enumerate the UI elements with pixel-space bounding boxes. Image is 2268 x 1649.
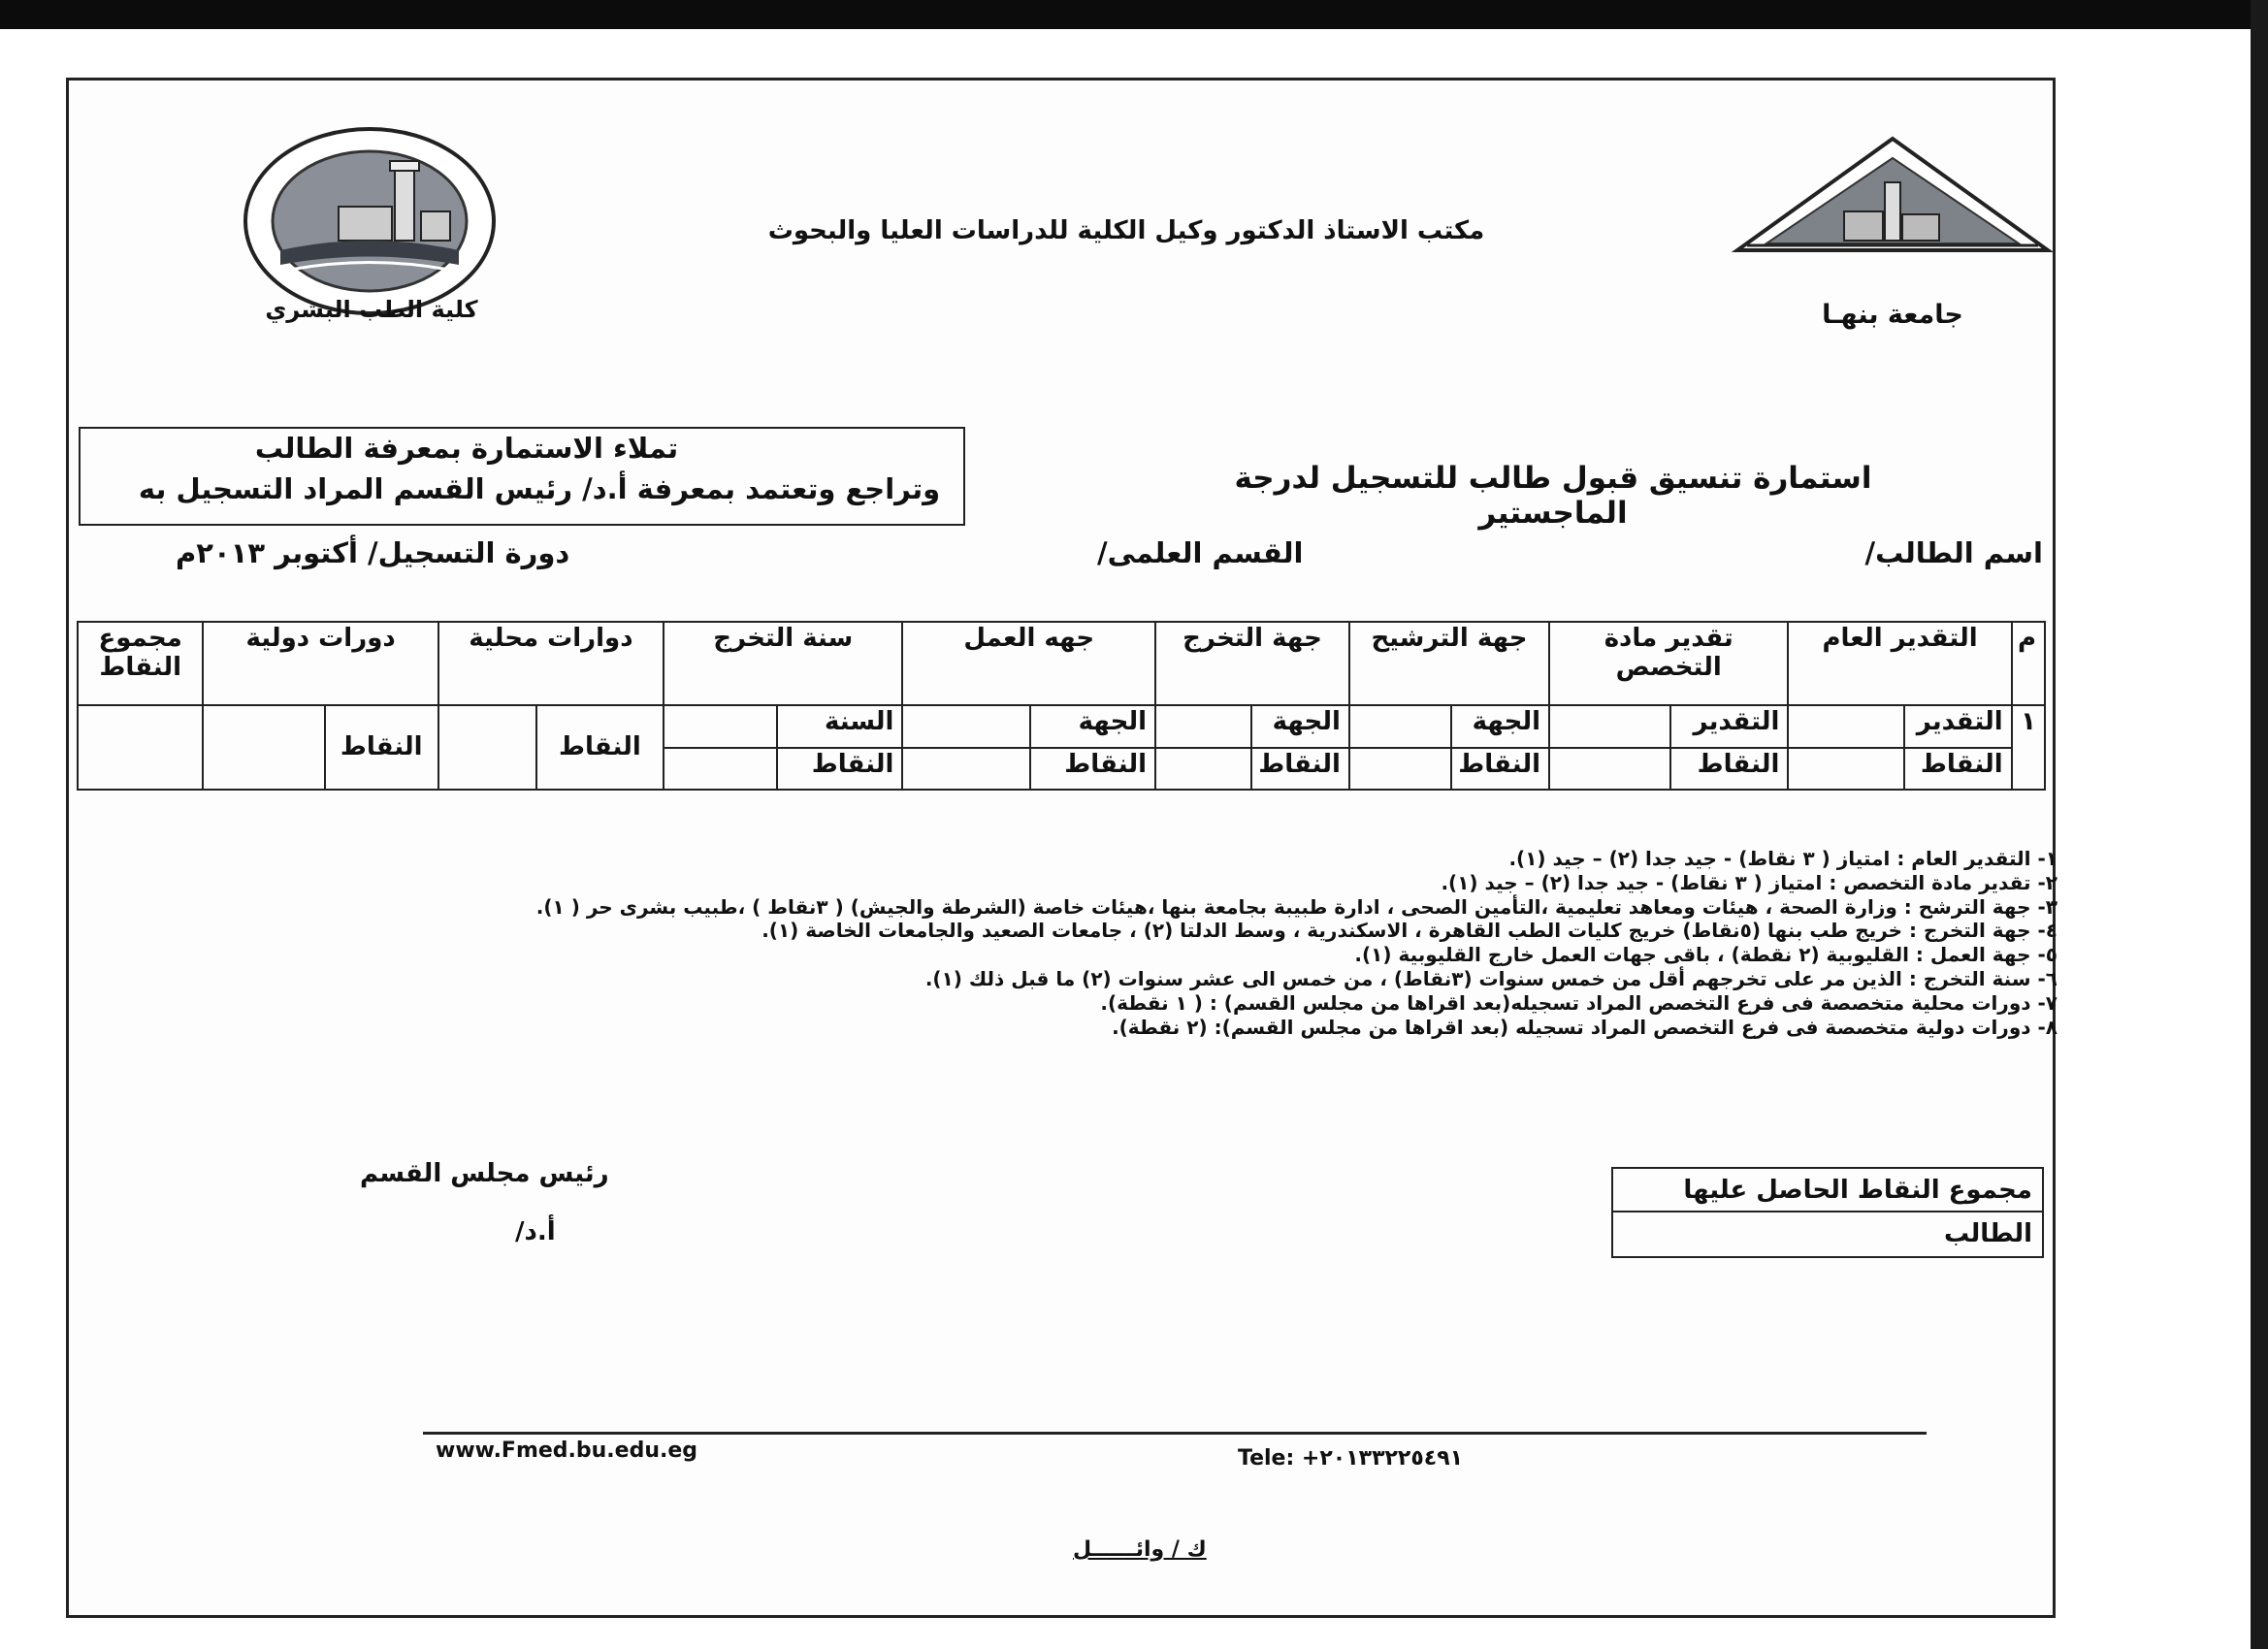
work-body-label: الجهة bbox=[1030, 705, 1155, 748]
header-local-courses: دوارات محلية bbox=[438, 622, 664, 705]
department-label: القسم العلمى/ bbox=[1097, 536, 1304, 569]
major-grade-label: التقدير bbox=[1670, 705, 1788, 748]
typist-signature: ك / وائــــــل bbox=[1073, 1537, 1207, 1562]
row-num: ١ bbox=[2012, 705, 2045, 790]
university-name: جامعة بنهـا bbox=[1822, 300, 1963, 330]
total-points-value[interactable] bbox=[78, 705, 203, 790]
work-points-value[interactable] bbox=[902, 748, 1029, 791]
local-courses-points-label: النقاط bbox=[536, 705, 664, 790]
note-item: ١- التقدير العام : امتياز ( ٣ نقاط) - جيد جدا (٢) – جيد (١). bbox=[1508, 847, 2057, 870]
footer-website: www.Fmed.bu.edu.eg bbox=[436, 1439, 698, 1463]
work-body-value[interactable] bbox=[902, 705, 1029, 748]
note-item: ٥- جهة العمل : القليوبية (٢ نقطة) ، باقى جهات العمل خارج القليوبية (١). bbox=[1354, 943, 2057, 967]
faculty-logo bbox=[242, 124, 499, 318]
scan-border-right bbox=[2251, 0, 2268, 1649]
nomination-points-label: النقاط bbox=[1451, 748, 1549, 791]
dept-head-title: رئيس مجلس القسم bbox=[360, 1159, 609, 1188]
nomination-body-label: الجهة bbox=[1451, 705, 1549, 748]
general-grade-points-value[interactable] bbox=[1788, 748, 1903, 791]
notice-line-1: تملاء الاستمارة بمعرفة الطالب bbox=[254, 432, 679, 465]
intl-courses-points-label: النقاط bbox=[325, 705, 438, 790]
nomination-body-value[interactable] bbox=[1349, 705, 1451, 748]
major-grade-value[interactable] bbox=[1549, 705, 1670, 748]
header-general-grade: التقدير العام bbox=[1788, 622, 2011, 705]
note-item: ٣- جهة الترشح : وزارة الصحة ، هيئات ومعاهد تعليمية ،التأمين الصحى ، ادارة طبيبة بجامعة بنها ،هيئات خاصة (الشرطة والجيش) ( ٣نقاط ) ،طبيب بشرى حر ( ١). bbox=[535, 894, 2057, 919]
note-item: ٤- جهة التخرج : خريج طب بنها (٥نقاط) خريج كليات الطب القاهرة ، الاسكندرية ، وسط الدلتا (٢) ، جامعات الصعيد والجامعات الخاصة (١). bbox=[761, 919, 2057, 943]
note-item: ٢- تقدير مادة التخصص : امتياز ( ٣ نقاط) - جيد جدا (٢) – جيد (١). bbox=[1441, 870, 2057, 894]
local-courses-points-value[interactable] bbox=[438, 705, 536, 790]
major-grade-points-label: النقاط bbox=[1670, 748, 1788, 791]
student-name-label: اسم الطالب/ bbox=[1864, 536, 2043, 569]
graduation-body-value[interactable] bbox=[1155, 705, 1251, 748]
grad-year-points-value[interactable] bbox=[664, 748, 777, 791]
dept-head-name: أ.د/ bbox=[515, 1217, 556, 1246]
header-intl-courses: دورات دولية bbox=[203, 622, 437, 705]
graduation-points-value[interactable] bbox=[1155, 748, 1251, 791]
nomination-points-value[interactable] bbox=[1349, 748, 1451, 791]
major-grade-points-value[interactable] bbox=[1549, 748, 1670, 791]
scoring-notes bbox=[535, 847, 2057, 1039]
points-table bbox=[77, 621, 2046, 791]
notice-line-2: وتراجع وتعتمد بمعرفة أ.د/ رئيس القسم المراد التسجيل به bbox=[138, 472, 941, 505]
footer-telephone: Tele: +٢٠١٣٣٢٢٥٤٩١ bbox=[1238, 1446, 1464, 1471]
session-label: دورة التسجيل/ أكتوبر ٢٠١٣م bbox=[176, 536, 570, 569]
header-total: مجموع النقاط bbox=[78, 622, 203, 705]
grad-year-value[interactable] bbox=[664, 705, 777, 748]
graduation-body-label: الجهة bbox=[1251, 705, 1349, 748]
graduation-points-label: النقاط bbox=[1251, 748, 1349, 791]
grad-year-label: السنة bbox=[777, 705, 902, 748]
general-grade-label: التقدير bbox=[1904, 705, 2012, 748]
form-title: استمارة تنسيق قبول طالب للتسجيل لدرجة الماجستير bbox=[1234, 461, 1872, 531]
header-num: م bbox=[2012, 622, 2045, 705]
total-points-label: مجموع النقاط الحاصل عليها الطالب bbox=[1613, 1169, 2042, 1212]
header-work: جهه العمل bbox=[902, 622, 1155, 705]
work-points-label: النقاط bbox=[1030, 748, 1155, 791]
header-grad-year: سنة التخرج bbox=[664, 622, 902, 705]
office-header: مكتب الاستاذ الدكتور وكيل الكلية للدراسات العليا والبحوث bbox=[767, 216, 1485, 245]
general-grade-value[interactable] bbox=[1788, 705, 1903, 748]
footer-divider bbox=[423, 1432, 1927, 1435]
note-item: ٧- دورات محلية متخصصة فى فرع التخصص المراد تسجيله(بعد اقراها من مجلس القسم) : ( ١ نقطة). bbox=[1100, 990, 2057, 1015]
faculty-name: كلية الطب البشري bbox=[265, 296, 478, 323]
header-graduation-body: جهة التخرج bbox=[1155, 622, 1349, 705]
total-points-box bbox=[1611, 1167, 2044, 1258]
note-item: ٦- سنة التخرج : الذين مر على تخرجهم أقل من خمس سنوات (٣نقاط) ، من خمس الى عشر سنوات (٢) ما قبل ذلك (١). bbox=[924, 966, 2057, 990]
form-page bbox=[66, 78, 2056, 1618]
header-major-grade: تقدير مادة التخصص bbox=[1549, 622, 1788, 705]
general-grade-points-label: النقاط bbox=[1904, 748, 2012, 791]
intl-courses-points-value[interactable] bbox=[203, 705, 324, 790]
header-nomination: جهة الترشيح bbox=[1349, 622, 1549, 705]
grad-year-points-label: النقاط bbox=[777, 748, 902, 791]
scan-border-top bbox=[0, 0, 2268, 29]
note-item: ٨- دورات دولية متخصصة فى فرع التخصص المراد تسجيله (بعد اقراها من مجلس القسم): (٢ نقطة). bbox=[1112, 1015, 2057, 1039]
